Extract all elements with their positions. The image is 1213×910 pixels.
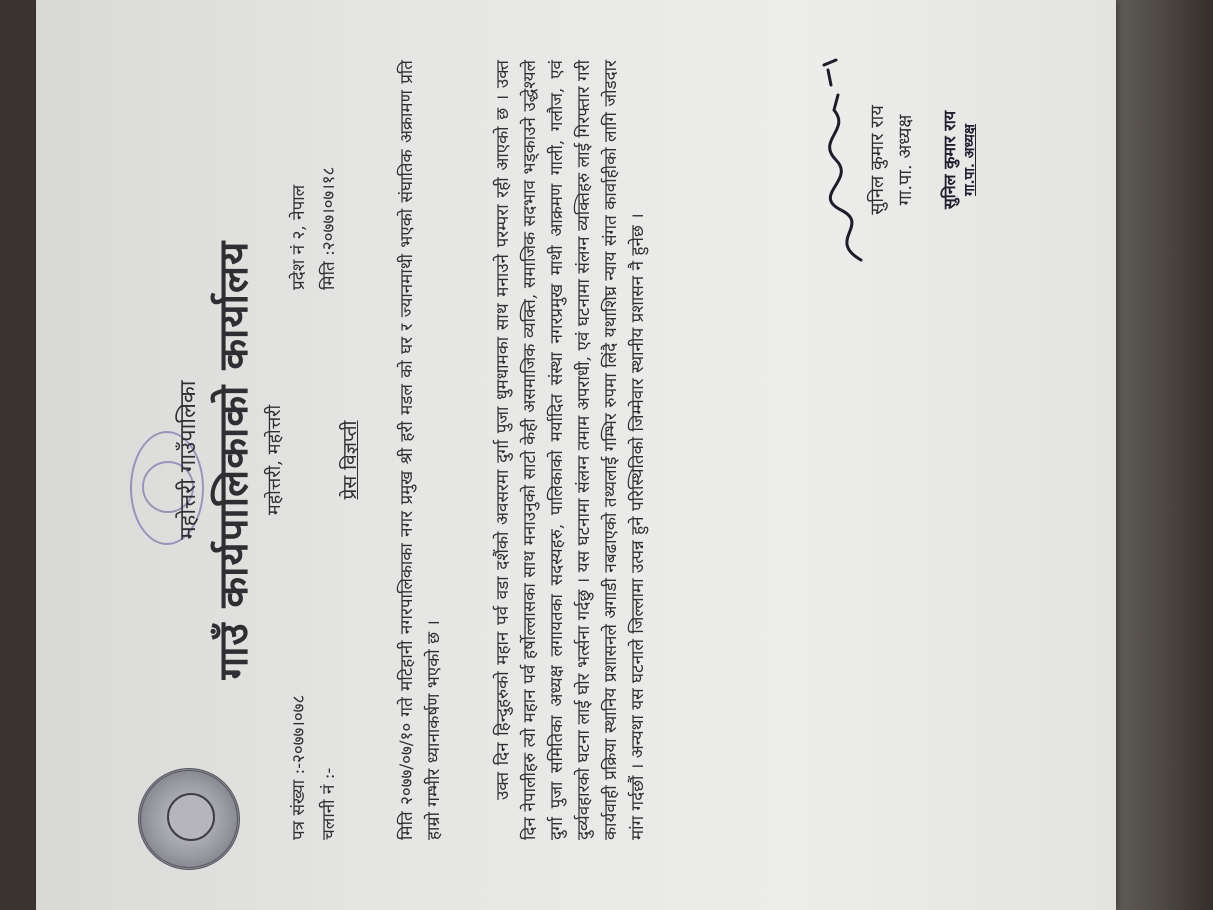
designation-stamp: गा.पा. अध्यक्ष — [962, 124, 978, 196]
province-line: प्रदेश नं २, नेपाल — [289, 184, 309, 290]
dispatch-number: चलानी नं :- — [319, 767, 339, 840]
office-title: गाउँ कार्यपालिकाको कार्यालय — [210, 240, 257, 680]
signatory-designation: गा.पा. अध्यक्ष — [895, 114, 916, 206]
letter-date: मिति :२०७७।०७।१८ — [319, 166, 339, 290]
press-release-title: प्रेस विज्ञप्ती — [339, 420, 361, 500]
letter-number: पत्र संख्या :-२०७७।०७८ — [289, 694, 309, 840]
district-name: महोत्तरी, महोत्तरी — [264, 404, 285, 516]
name-stamp: सुनिल कुमार राय — [940, 110, 959, 210]
letter-sheet — [36, 0, 1116, 910]
letter-place-date — [284, 167, 344, 290]
body-paragraph-1: मिति २०७७/०७/१० गते मटिहानी नगरपालिकाका नगर प्रमुख श्री हरी मडल को घर र ज्यानमाथी भएको संघातिक अक्रामण प्रति हाम्रो गम्भीर ध्यानाकर्षण भएको छ । — [397, 60, 444, 840]
signatory-name: सुनिल कुमार राय — [867, 105, 888, 215]
body-paragraph-2: उक्त दिन हिन्दुहरुको महान पर्व वडा दशैंको अवसरमा दुर्गा पुजा धुमधामका साथ मनाउने परम्परा रही आएको छ । उक्त दिन नेपालीहरु त्यो महान पर्व हर्षोल्लासका साथ मनाउनुको साटो केही असमाजिक व्यक्ति, समाजिक सदभाव भड्काउने उद्धेश्यले दुर्गा पुजा समितिका अध्यक्ष लगायतका सदस्यहरु, पालिकाको मर्यादित संस्था नगरप्रमुख माथी आक्रमण गाली, गलौज, एवं दुर्व्यवहारको घटना लाई घोर भर्त्सना गर्दछु । यस घटनामा संलग्न तमाम अपराधी, एवं घटनामा संलग्न व्यक्तिहरु लाई गिरफ्तार गरी कार्यवाही प्रक्रिया स्थानिय प्रशासनले अगाडी नबढाएको तथ्यलाई गम्भिर रुपमा लिंदै यथाशिघ्र न्याय संगत कार्वाहीको लागि जोडदार मांग गर्दछौं । अन्यथा यस घटनाले जिल्लामा उत्पन्न हुने परिस्थितिको जिम्मेवार स्थानीय प्रशासन नै हुनेछ । — [493, 60, 648, 840]
letter-content — [126, 30, 1026, 890]
letter-reference — [284, 695, 344, 840]
municipality-name: महोत्तरी गाउँपालिका — [176, 380, 201, 540]
